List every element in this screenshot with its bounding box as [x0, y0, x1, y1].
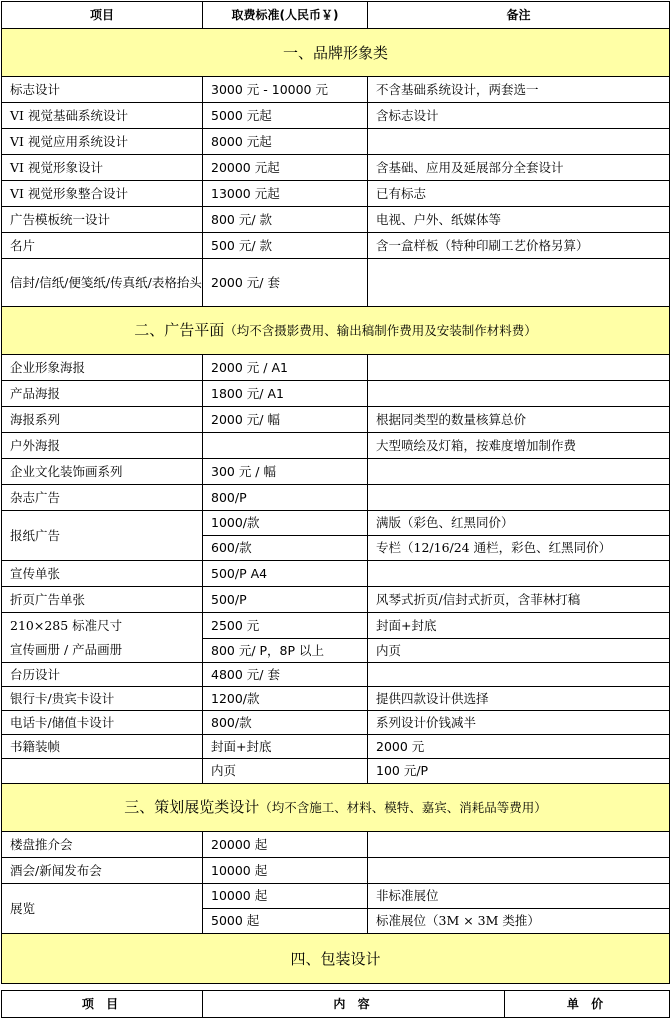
table-row [2, 561, 670, 587]
row-price: 5000 起 [203, 909, 368, 934]
row-note: 根据同类型的数量核算总价 [368, 407, 670, 433]
row-price: 封面+封底 [203, 735, 368, 759]
row-price: 2000 元/ 套 [203, 259, 368, 307]
table-row [2, 181, 670, 207]
row-item: 企业形象海报 [2, 355, 203, 381]
row-item: 展览 [2, 884, 203, 934]
row-item: 楼盘推介会 [2, 832, 203, 858]
header-note: 备注 [368, 2, 670, 29]
row-price: 800 元/ P，8P 以上 [203, 639, 368, 663]
row-note: 专栏（12/16/24 通栏，彩色、红黑同价） [368, 536, 670, 561]
row-note: 不含基础系统设计，两套选一 [368, 77, 670, 103]
section-packaging [2, 934, 670, 984]
table-row [2, 613, 670, 639]
row-note: 大型喷绘及灯箱，按难度增加制作费 [368, 433, 670, 459]
row-price: 800/款 [203, 711, 368, 735]
row-price: 2500 元 [203, 613, 368, 639]
price-table [1, 1, 670, 984]
row-price: 1200/款 [203, 687, 368, 711]
row-note: 内页 [368, 639, 670, 663]
row-price [203, 433, 368, 459]
row-price: 1800 元/ A1 [203, 381, 368, 407]
row-price: 20000 元起 [203, 155, 368, 181]
section-title: 一、品牌形象类 [282, 43, 388, 62]
table-row [2, 711, 670, 735]
row-item: 报纸广告 [2, 511, 203, 561]
row-note: 风琴式折页/信封式折页，含菲林打稿 [368, 587, 670, 613]
row-note: 100 元/P [368, 759, 670, 784]
row-item: 酒会/新闻发布会 [2, 858, 203, 884]
row-price: 4800 元/ 套 [203, 663, 368, 687]
row-item [2, 759, 203, 784]
row-price: 2000 元/ 幅 [203, 407, 368, 433]
header-content: 内 容 [203, 991, 505, 1018]
table-row [2, 687, 670, 711]
row-note [368, 459, 670, 485]
row-item: 户外海报 [2, 433, 203, 459]
table-row [2, 259, 670, 307]
header-unit-price: 单 价 [505, 991, 670, 1018]
section-print-ads [2, 307, 670, 355]
table-row [2, 735, 670, 759]
row-note [368, 259, 670, 307]
header-item: 项 目 [2, 991, 203, 1018]
row-price: 20000 起 [203, 832, 368, 858]
row-note [368, 129, 670, 155]
row-note: 满版（彩色、红黑同价） [368, 511, 670, 536]
table-row [2, 759, 670, 784]
section-title: 二、广告平面 [134, 321, 225, 339]
row-price: 5000 元起 [203, 103, 368, 129]
table-row [2, 407, 670, 433]
row-price: 500 元/ 款 [203, 233, 368, 259]
section-title: 四、包装设计 [290, 949, 381, 968]
row-price: 300 元 / 幅 [203, 459, 368, 485]
row-item: 书籍装帧 [2, 735, 203, 759]
row-note [368, 485, 670, 511]
row-item: 海报系列 [2, 407, 203, 433]
row-item: 银行卡/贵宾卡设计 [2, 687, 203, 711]
section-brand [2, 29, 670, 77]
row-note: 提供四款设计供选择 [368, 687, 670, 711]
table-row [2, 233, 670, 259]
row-note: 系列设计价钱减半 [368, 711, 670, 735]
packaging-table [1, 990, 670, 1018]
section-note: （均不含摄影费用、输出稿制作费用及安装制作材料费） [224, 323, 537, 338]
header-price: 取费标准(人民币￥) [203, 2, 368, 29]
row-item: 标志设计 [2, 77, 203, 103]
table-row [2, 858, 670, 884]
table-row [2, 355, 670, 381]
row-note: 含一盒样板（特种印刷工艺价格另算） [368, 233, 670, 259]
row-item: 信封/信纸/便笺纸/传真纸/表格抬头 [2, 259, 203, 307]
row-note: 含基础、应用及延展部分全套设计 [368, 155, 670, 181]
row-price: 800/P [203, 485, 368, 511]
row-note [368, 663, 670, 687]
row-item: 企业文化装饰画系列 [2, 459, 203, 485]
row-note [368, 832, 670, 858]
row-price: 8000 元起 [203, 129, 368, 155]
row-price: 800 元/ 款 [203, 207, 368, 233]
section-title: 三、策划展览类设计 [124, 798, 260, 816]
row-item: 折页广告单张 [2, 587, 203, 613]
table-row [2, 381, 670, 407]
table-row [2, 511, 670, 536]
row-price: 500/P A4 [203, 561, 368, 587]
table-header [2, 2, 670, 29]
row-item: 杂志广告 [2, 485, 203, 511]
table-row [2, 832, 670, 858]
row-price: 内页 [203, 759, 368, 784]
table-row [2, 207, 670, 233]
row-item: VI 视觉应用系统设计 [2, 129, 203, 155]
row-note: 已有标志 [368, 181, 670, 207]
row-note: 封面+封底 [368, 613, 670, 639]
row-item: 产品海报 [2, 381, 203, 407]
row-note: 2000 元 [368, 735, 670, 759]
row-item: 广告模板统一设计 [2, 207, 203, 233]
table-row [2, 587, 670, 613]
row-price: 10000 起 [203, 884, 368, 909]
table-row [2, 485, 670, 511]
row-note [368, 858, 670, 884]
row-item [2, 613, 203, 663]
packaging-header [2, 991, 670, 1018]
table-row [2, 103, 670, 129]
row-item-line: 宣传画册 / 产品画册 [10, 641, 123, 657]
section-events [2, 784, 670, 832]
table-row [2, 663, 670, 687]
row-item: VI 视觉形象设计 [2, 155, 203, 181]
row-item-line: 210×285 标准尺寸 [10, 617, 123, 633]
row-item: 名片 [2, 233, 203, 259]
table-row [2, 459, 670, 485]
row-price: 600/款 [203, 536, 368, 561]
table-row [2, 77, 670, 103]
row-note: 电视、户外、纸媒体等 [368, 207, 670, 233]
row-note: 非标准展位 [368, 884, 670, 909]
table-row [2, 884, 670, 909]
row-note [368, 355, 670, 381]
row-price: 13000 元起 [203, 181, 368, 207]
header-item: 项目 [2, 2, 203, 29]
row-price: 1000/款 [203, 511, 368, 536]
table-row [2, 155, 670, 181]
row-item: VI 视觉形象整合设计 [2, 181, 203, 207]
row-item: 宣传单张 [2, 561, 203, 587]
row-note [368, 381, 670, 407]
row-item: VI 视觉基础系统设计 [2, 103, 203, 129]
table-row [2, 433, 670, 459]
section-note: （均不含施工、材料、模特、嘉宾、消耗品等费用） [259, 800, 547, 815]
row-price: 3000 元 - 10000 元 [203, 77, 368, 103]
row-note: 含标志设计 [368, 103, 670, 129]
row-price: 500/P [203, 587, 368, 613]
row-item: 台历设计 [2, 663, 203, 687]
row-note [368, 561, 670, 587]
table-row [2, 129, 670, 155]
row-note: 标准展位（3M × 3M 类推） [368, 909, 670, 934]
row-price: 10000 起 [203, 858, 368, 884]
row-price: 2000 元 / A1 [203, 355, 368, 381]
row-item: 电话卡/储值卡设计 [2, 711, 203, 735]
